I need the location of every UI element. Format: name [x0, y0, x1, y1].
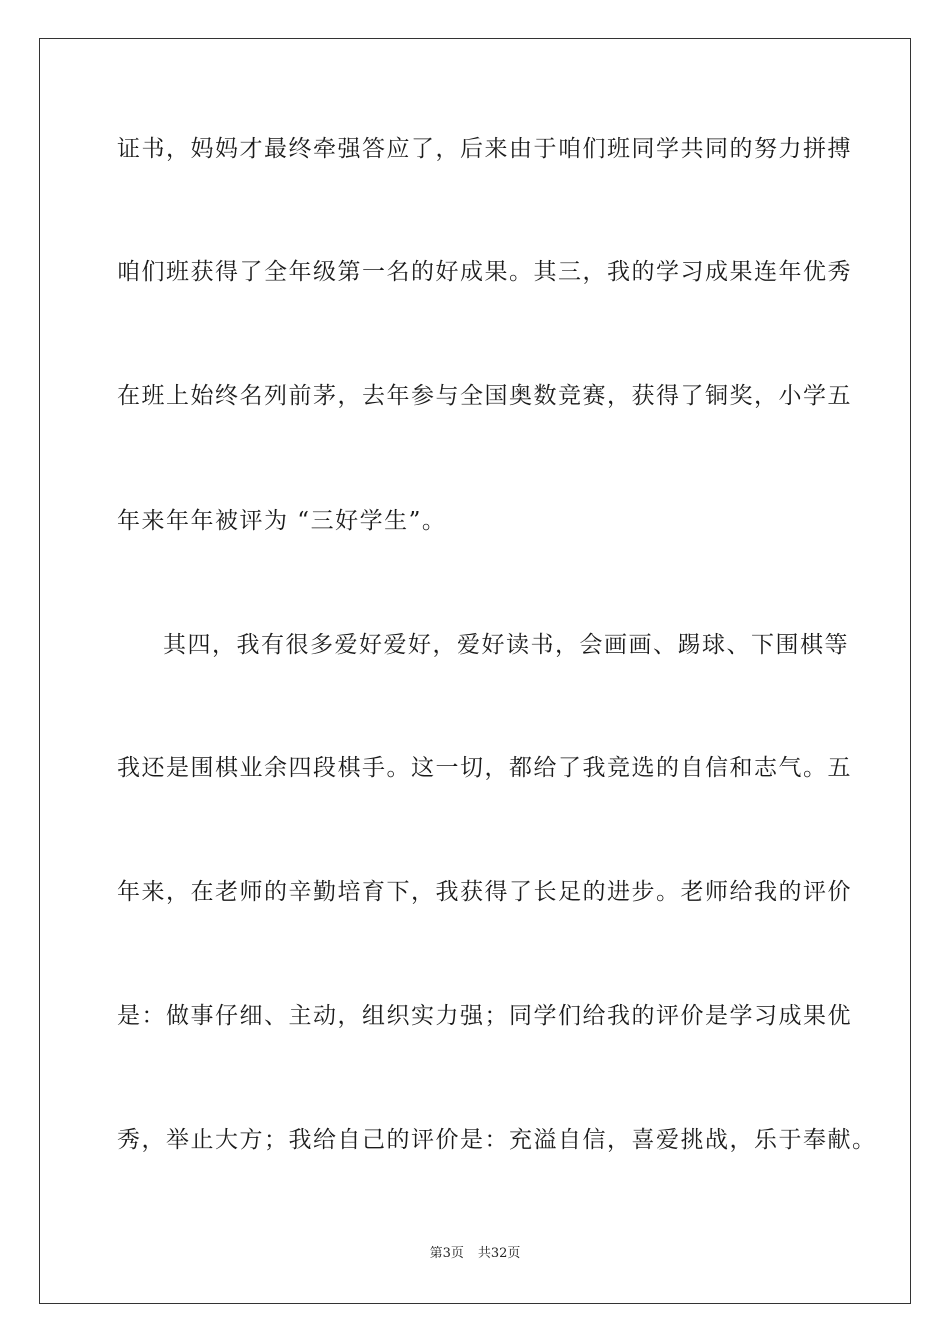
paragraph-line: 是：做事仔细、主动，组织实力强；同学们给我的评价是学习成果优 [117, 1003, 852, 1029]
paragraph-line: 年来，在老师的辛勤培育下，我获得了长足的进步。老师给我的评价 [117, 879, 852, 905]
paragraph-line: 证书，妈妈才最终牵强答应了，后来由于咱们班同学共同的努力拼搏 [117, 136, 852, 162]
paragraph-line: 年来年年被评为 “三好学生”。 [117, 508, 447, 534]
paragraph-line: 我还是围棋业余四段棋手。这一切，都给了我竞选的自信和志气。五 [117, 755, 852, 781]
page-number: 第3页 [429, 1246, 464, 1261]
page-total: 共32页 [477, 1246, 521, 1261]
paragraph-line: 秀，举止大方；我给自己的评价是：充溢自信，喜爱挑战，乐于奉献。 [117, 1127, 877, 1153]
page-border [39, 38, 911, 1304]
paragraph-line: 其四，我有很多爱好爱好，爱好读书，会画画、踢球、下围棋等 [163, 632, 849, 658]
paragraph-line: 在班上始终名列前茅，去年参与全国奥数竞赛，获得了铜奖，小学五 [117, 383, 852, 409]
paragraph-line: 咱们班获得了全年级第一名的好成果。其三，我的学习成果连年优秀 [117, 259, 852, 285]
page-footer [0, 1245, 950, 1263]
